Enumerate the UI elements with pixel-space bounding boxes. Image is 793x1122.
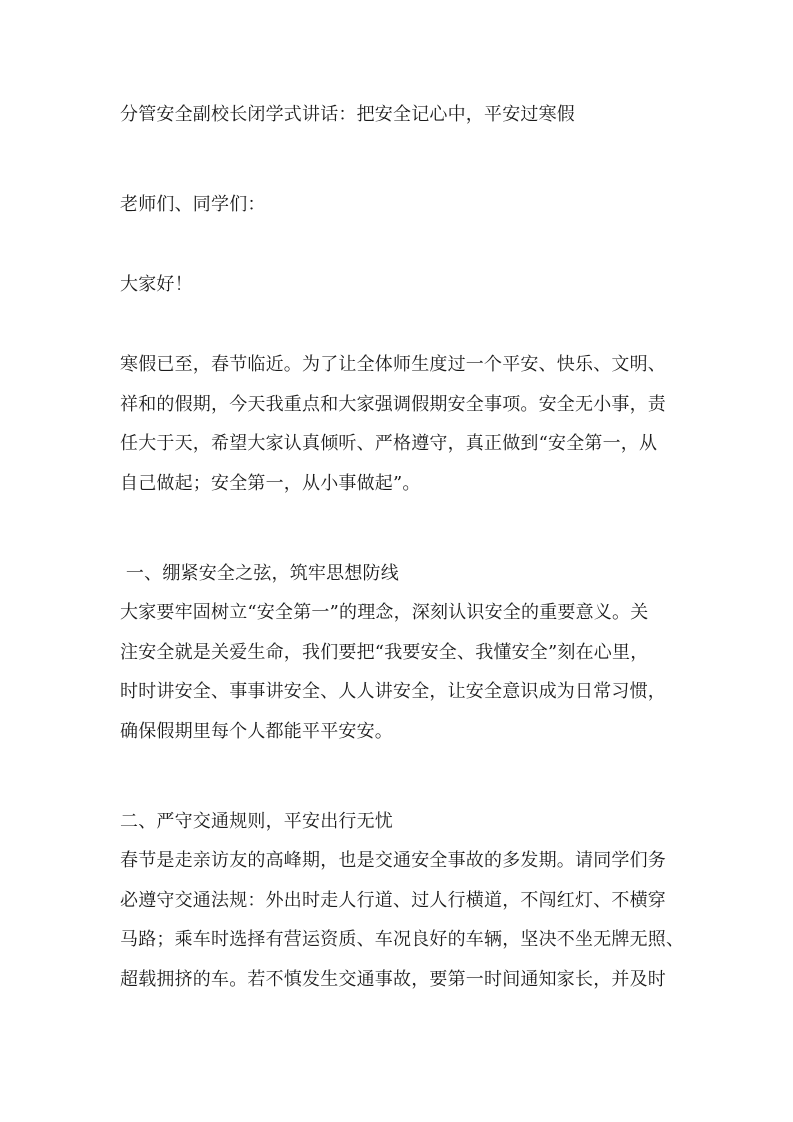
paragraph-line: 马路；乘车时选择有营运资质、车况良好的车辆，坚决不坐无牌无照、 xyxy=(120,929,685,950)
paragraph-line: 确保假期里每个人都能平平安安。 xyxy=(120,721,393,742)
salutation: 老师们、同学们： xyxy=(120,194,266,215)
paragraph-line: 春节是走亲访友的高峰期，也是交通安全事故的多发期。请同学们务 xyxy=(120,850,666,871)
paragraph-line: 注安全就是关爱生命，我们要把“我要安全、我懂安全”刻在心里， xyxy=(120,642,649,663)
section-heading: 一、绷紧安全之弦，筑牢思想防线 xyxy=(120,563,399,584)
paragraph-line: 大家要牢固树立“安全第一”的理念，深刻认识安全的重要意义。关 xyxy=(120,602,649,623)
greeting: 大家好！ xyxy=(120,274,193,295)
paragraph-line: 必遵守交通法规：外出时走人行道、过人行横道，不闯红灯、不横穿 xyxy=(120,890,666,911)
paragraph-line: 任大于天，希望大家认真倾听、严格遵守，真正做到“安全第一，从 xyxy=(120,433,658,454)
paragraph-line: 祥和的假期，今天我重点和大家强调假期安全事项。安全无小事，责 xyxy=(120,394,666,415)
section-heading: 二、严守交通规则，平安出行无忧 xyxy=(120,811,393,832)
paragraph-line: 时时讲安全、事事讲安全、人人讲安全，让安全意识成为日常习惯， xyxy=(120,681,666,702)
document-title: 分管安全副校长闭学式讲话：把安全记心中，平安过寒假 xyxy=(120,104,575,125)
paragraph-line: 自己做起；安全第一，从小事做起”。 xyxy=(120,473,421,494)
paragraph-line: 寒假已至，春节临近。为了让全体师生度过一个平安、快乐、文明、 xyxy=(120,354,666,375)
paragraph-line: 超载拥挤的车。若不慎发生交通事故，要第一时间通知家长，并及时 xyxy=(120,969,666,990)
